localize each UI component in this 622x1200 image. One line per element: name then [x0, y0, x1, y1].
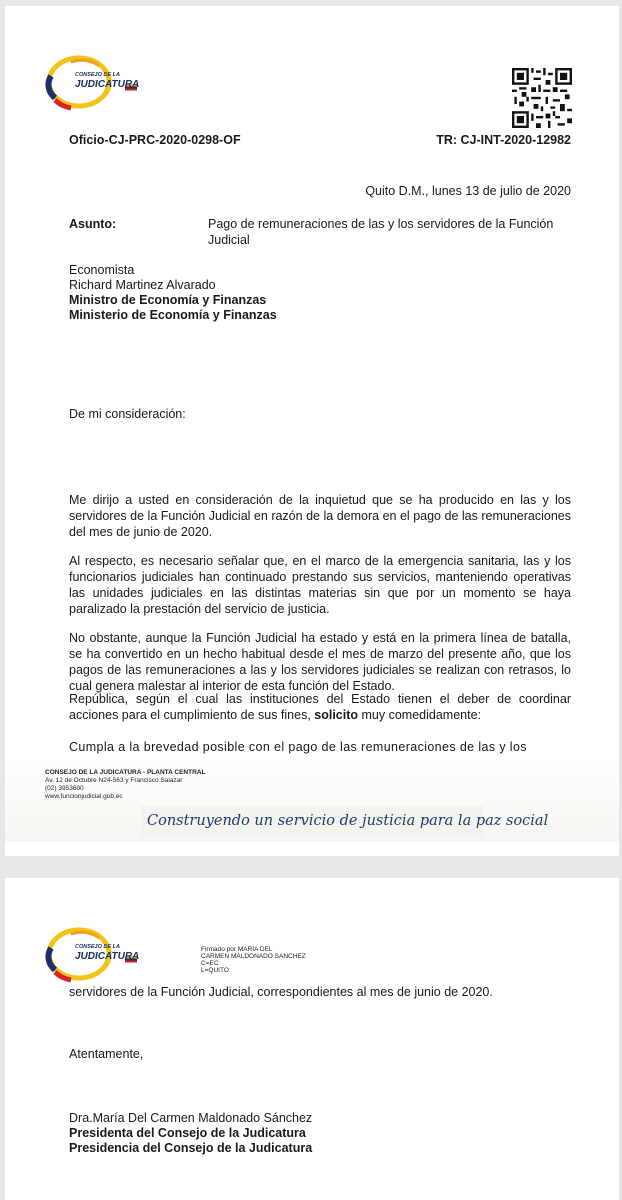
- paragraph-4: [69, 691, 571, 723]
- slogan: Construyendo un servicio de justicia para la paz social: [147, 813, 549, 829]
- judicatura-logo: [41, 54, 141, 112]
- judicatura-logo-2: [41, 926, 141, 984]
- salutation: De mi consideración:: [69, 407, 186, 421]
- letter-page-2: [5, 878, 619, 1200]
- paragraph-2: Al respecto, es necesario señalar que, en el marco de la emergencia sanitaria, las y los funcionarios judiciales han continuado prestando sus servicios, manteniendo operativas las unidades judiciales en las distintas materias sin que por un momento se haya paralizado la prestación del servicio de justicia.: [69, 554, 571, 616]
- signer-position: Presidenta del Consejo de la Judicatura: [69, 1126, 306, 1140]
- paragraph-4-text-b: muy comedidamente:: [358, 708, 482, 722]
- subject-label: Asunto:: [69, 217, 117, 231]
- recipient-position: Ministro de Economía y Finanzas: [69, 293, 267, 307]
- signature-line-4: L=QUITO: [201, 967, 229, 974]
- recipient-title: Economista: [69, 263, 135, 277]
- oficio-number: Oficio-CJ-PRC-2020-0298-OF: [69, 133, 241, 147]
- paragraph-3: No obstante, aunque la Función Judicial ha estado y está en la primera línea de batalla, se ha convertido en un hecho habitual desde el mes de marzo del presente año, que los pagos de las remuneraciones a las y los servidores judiciales se realizan con retrasos, lo cual genera malestar al interior de esta función del Estado.: [69, 631, 571, 693]
- signature-line-2: CARMEN MALDONADO SANCHEZ: [201, 953, 306, 960]
- tr-number: TR: CJ-INT-2020-12982: [436, 133, 571, 147]
- footer-org: CONSEJO DE LA JUDICATURA - PLANTA CENTRAL: [45, 769, 206, 776]
- footer-web: www.funcionjudicial.gob.ec: [45, 793, 123, 800]
- footer-phone: (02) 3953600: [45, 785, 84, 792]
- signature-line-3: C=EC: [201, 960, 219, 967]
- recipient-institution: Ministerio de Economía y Finanzas: [69, 308, 277, 322]
- letter-page-1: [5, 6, 619, 856]
- letter-date: Quito D.M., lunes 13 de julio de 2020: [365, 184, 571, 198]
- paragraph-4-bold: solicito: [314, 708, 359, 722]
- signer-name: Dra.María Del Carmen Maldonado Sánchez: [69, 1111, 313, 1125]
- logo-text-bottom: JUDICATURA: [75, 79, 140, 90]
- recipient-name: Richard Martinez Alvarado: [69, 278, 216, 292]
- qr-code-icon: [512, 68, 572, 128]
- signature-line-1: Firmado por MARIA DEL: [201, 946, 273, 953]
- paragraph-5: Cumpla a la brevedad posible con el pago de las remuneraciones de las y los: [69, 740, 527, 754]
- continuation-text: servidores de la Función Judicial, correspondientes al mes de junio de 2020.: [69, 985, 493, 999]
- logo-text-top: CONSEJO DE LA: [75, 944, 120, 950]
- closing: Atentamente,: [69, 1047, 144, 1061]
- paragraph-1: Me dirijo a usted en consideración de la inquietud que se ha producido en las y los servidores de la Función Judicial en razón de la demora en el pago de las remuneraciones del mes de junio de 2020.: [69, 493, 571, 539]
- footer-address: Av. 12 de Octubre N24-563 y Francisco Salazar: [45, 777, 183, 784]
- logo-text-top: CONSEJO DE LA: [75, 72, 120, 78]
- subject-line-2: Judicial: [208, 233, 250, 247]
- logo-text-bottom: JUDICATURA: [75, 951, 140, 962]
- subject-line-1: Pago de remuneraciones de las y los servidores de la Función: [208, 217, 554, 231]
- signer-institution: Presidencia del Consejo de la Judicatura: [69, 1141, 313, 1155]
- paragraph-4-text-a: República, según el cual las instituciones del Estado tienen el deber de coordinar acciones para el cumplimiento de sus fines,: [69, 692, 571, 722]
